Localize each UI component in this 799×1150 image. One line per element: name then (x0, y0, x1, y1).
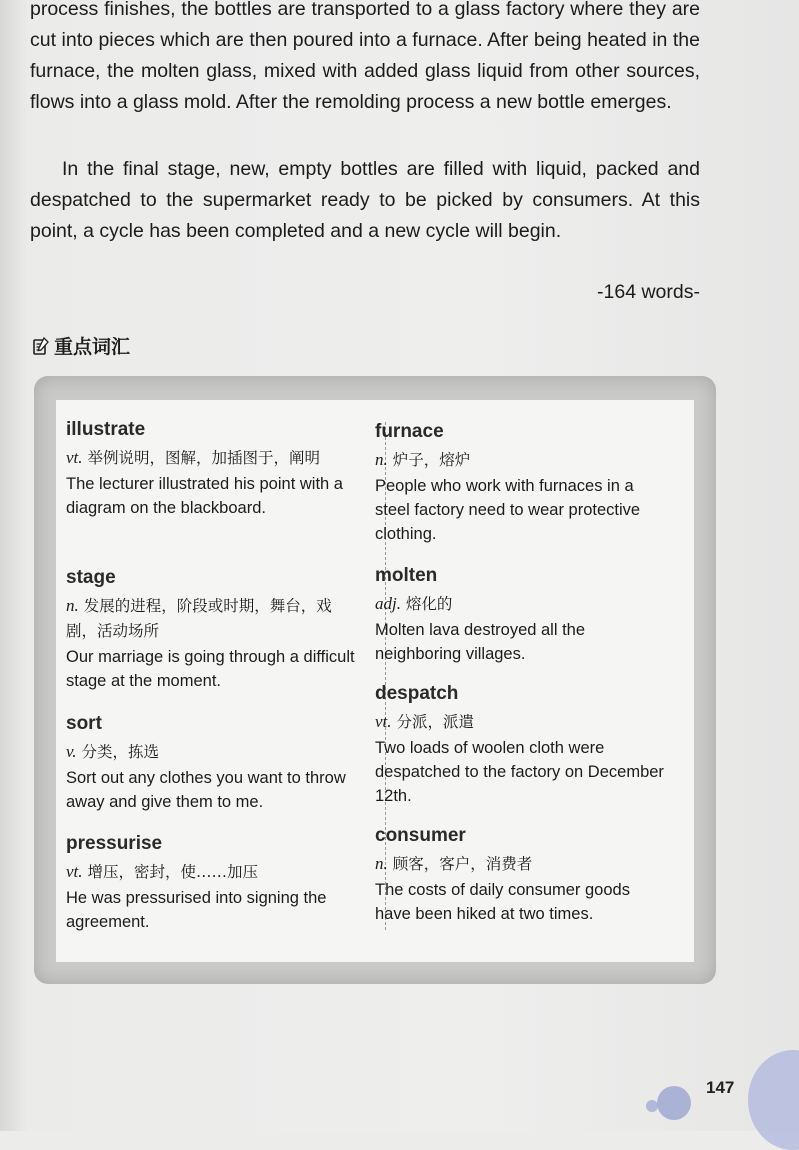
vocab-example: Sort out any clothes you want to throw away and give them to me. (66, 769, 346, 811)
vocab-entry (66, 712, 356, 814)
vocab-example: He was pressurised into signing the agreement. (66, 889, 327, 931)
meaning: 举例说明，图解，加插图于，阐明 (87, 449, 320, 467)
meaning: 炉子，熔炉 (392, 451, 471, 469)
vocab-word: pressurise (66, 833, 163, 854)
vocab-word: stage (66, 567, 116, 588)
part-of-speech: vt. (66, 448, 83, 467)
vocab-example: Two loads of woolen cloth were despatched to the factory on December 12th. (375, 739, 664, 805)
vocab-heading-text: 重点词汇 (54, 336, 131, 358)
part-of-speech: n. (375, 450, 388, 469)
vocab-panel (56, 400, 694, 962)
meaning: 发展的进程，阶段或时期，舞台，戏剧，活动场所 (66, 597, 332, 640)
vocab-example: People who work with furnaces in a steel factory need to wear protective clothing. (375, 477, 641, 543)
vocab-frame (34, 376, 716, 984)
page-number: 147 (706, 1078, 735, 1097)
word-count: -164 words- (597, 281, 700, 303)
vocab-definition (375, 851, 665, 877)
vocab-word: molten (375, 565, 438, 586)
part-of-speech: v. (66, 742, 77, 761)
vocab-word: illustrate (66, 419, 146, 440)
meaning: 增压，密封，使……加压 (87, 863, 258, 881)
vocab-entry (375, 420, 665, 546)
vocab-definition (66, 445, 356, 471)
part-of-speech: n. (66, 596, 79, 615)
vocab-example: The costs of daily consumer goods have been hiked at two times. (375, 881, 630, 923)
part-of-speech: vt. (375, 712, 392, 731)
vocab-entry (66, 418, 356, 520)
vocab-entry (66, 832, 356, 934)
vocab-definition (375, 447, 665, 473)
part-of-speech: adj. (375, 594, 401, 613)
vocab-word: despatch (375, 683, 459, 704)
vocab-definition (66, 859, 356, 885)
vocab-definition (375, 591, 665, 617)
vocab-entry (375, 564, 665, 666)
vocab-entry (375, 682, 665, 808)
vocab-example: The lecturer illustrated his point with a diagram on the blackboard. (66, 475, 343, 517)
vocab-example: Molten lava destroyed all the neighboring villages. (375, 621, 586, 663)
meaning: 顾客，客户，消费者 (392, 855, 533, 873)
vocab-section-heading (32, 332, 130, 359)
vocab-entry (375, 824, 665, 926)
decorative-dot (657, 1086, 691, 1120)
vocab-word: furnace (375, 421, 444, 442)
part-of-speech: n. (375, 854, 388, 873)
meaning: 熔化的 (405, 595, 453, 613)
vocab-entry (66, 566, 356, 693)
vocab-definition (66, 739, 356, 765)
meaning: 分类，拣选 (81, 743, 159, 761)
passage-paragraph: process finishes, the bottles are transported to a glass factory where they are cut into pieces which are then poured into a furnace. After being heated in the furnace, the molten glass, mixed with added glass liquid from other sources, flows into a glass mold. After the remolding process a new bottle emerges. (30, 0, 700, 113)
vocab-definition (66, 593, 356, 644)
passage-paragraph: In the final stage, new, empty bottles are filled with liquid, packed and despatched to the supermarket ready to be picked by consumers. At this point, a cycle has been completed and a new cycle will begin. (30, 158, 700, 242)
meaning: 分派，派遣 (396, 713, 474, 731)
notebook-pen-icon (32, 336, 50, 356)
vocab-example: Our marriage is going through a difficult stage at the moment. (66, 648, 355, 690)
vocab-definition (375, 709, 665, 735)
vocab-word: consumer (375, 825, 466, 846)
part-of-speech: vt. (66, 862, 83, 881)
vocab-word: sort (66, 713, 102, 734)
